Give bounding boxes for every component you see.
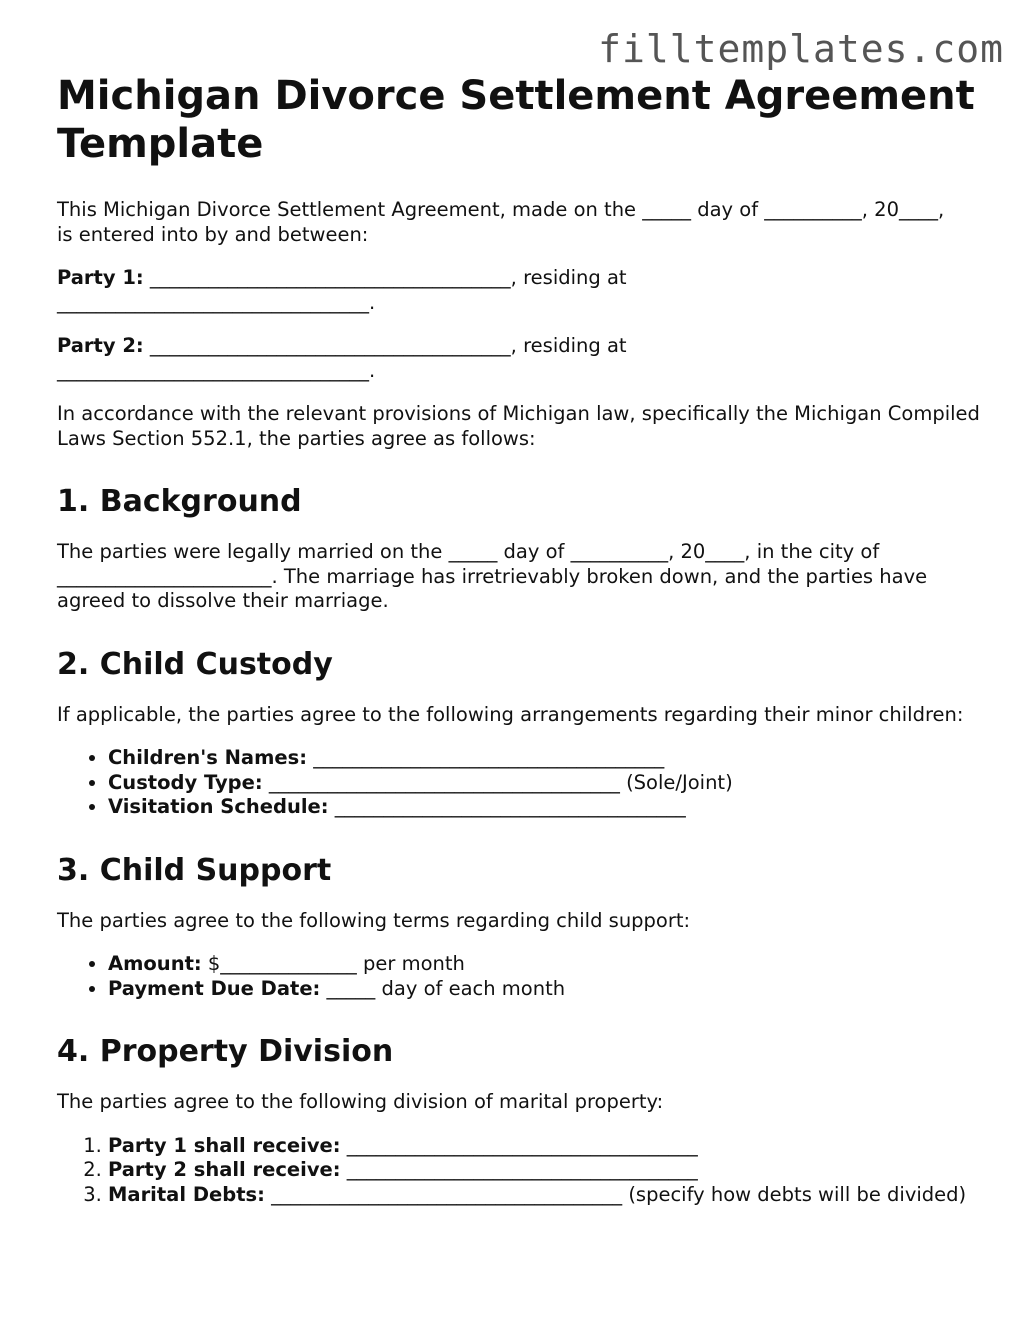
support-list [57,952,987,1001]
document-title: Michigan Divorce Settlement Agreement Template [57,73,975,167]
item-value: _____ day of each month [320,976,566,1000]
list-item [108,952,987,977]
item-value: ____________________________________ (specify how debts will be divided) [264,1182,967,1206]
list-item [108,771,987,796]
custody-list [57,746,987,820]
background-paragraph [57,540,987,614]
item-label: Party 1 shall receive: [108,1133,341,1157]
list-item [108,1134,987,1159]
list-item [108,1158,987,1183]
item-value: ____________________________________ (Sole/Joint) [262,770,733,794]
item-value: ____________________________________ [307,746,665,769]
section-heading-property: 4. Property Division [57,1034,394,1069]
background-line-2: ______________________. The marriage has irretrievably broken down, and the parties have [57,564,928,588]
intro-line-1: This Michigan Divorce Settlement Agreement, made on the _____ day of __________, 20____, [57,198,945,221]
party-1-residence-field: ________________________________. [57,290,376,314]
intro-line-2: is entered into by and between: [57,222,369,246]
section-heading-custody: 2. Child Custody [57,646,333,682]
support-intro: The parties agree to the following terms regarding child support: [57,908,691,932]
item-label: Party 2 shall receive: [108,1158,341,1181]
background-line-3: agreed to dissolve their marriage. [57,589,389,612]
item-label: Custody Type: [108,770,263,794]
party-1-block [57,266,987,315]
party-2-residence-field: ________________________________. [57,358,376,382]
party-2-block [57,334,987,383]
document-body [57,72,987,1226]
item-value: ____________________________________ [340,1133,698,1157]
property-intro: The parties agree to the following division of marital property: [57,1090,664,1113]
watermark: filltemplates.com [598,27,1004,71]
list-item [108,746,987,771]
background-line-1: The parties were legally married on the _____ day of __________, 20____, in the city of [57,540,880,563]
accordance-paragraph: In accordance with the relevant provisions of Michigan law, specifically the Michigan Compiled Laws Section 552.1, the parties agree as follows: [57,402,980,450]
list-item [108,1183,987,1208]
item-value: ____________________________________ [340,1158,698,1181]
item-value: $______________ per month [201,952,465,975]
property-list [57,1134,987,1208]
list-item [108,795,987,820]
party-2-name-field: _____________________________________, residing at [143,334,627,357]
custody-intro: If applicable, the parties agree to the following arrangements regarding their minor children: [57,702,964,726]
party-1-label: Party 1: [57,266,144,289]
item-label: Visitation Schedule: [108,795,329,818]
intro-paragraph [57,198,987,247]
item-label: Children's Names: [108,746,308,769]
item-label: Amount: [108,952,202,975]
list-item [108,977,987,1002]
section-heading-background: 1. Background [57,484,302,519]
party-1-name-field: _____________________________________, residing at [143,266,627,289]
item-label: Marital Debts: [108,1182,265,1206]
party-2-label: Party 2: [57,334,144,357]
section-heading-support: 3. Child Support [57,852,332,888]
item-value: ____________________________________ [328,795,686,818]
item-label: Payment Due Date: [108,976,321,1000]
